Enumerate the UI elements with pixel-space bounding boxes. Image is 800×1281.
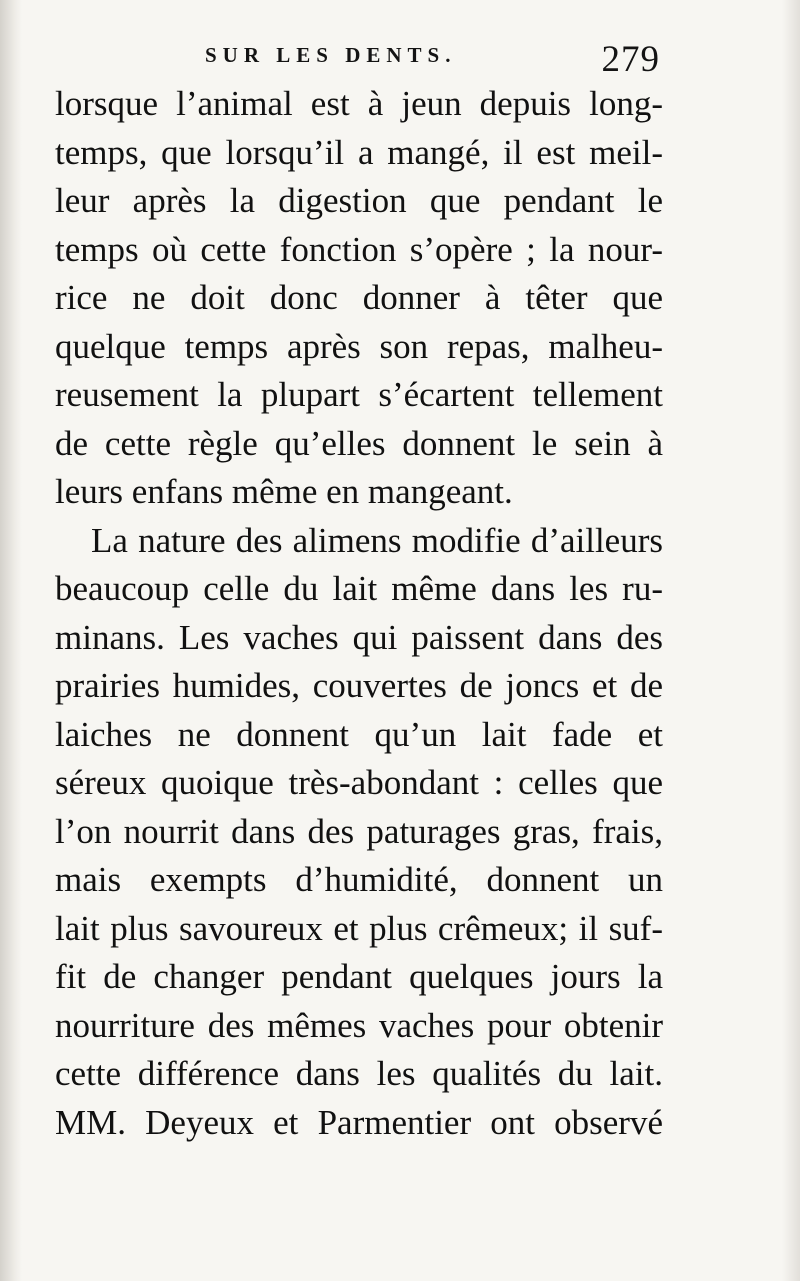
text-line: de cette règle qu’elles donnent le sein à [55, 423, 663, 463]
text-line: l’on nourrit dans des paturages gras, frais, [55, 811, 663, 851]
text-line: prairies humides, couvertes de joncs et de [55, 666, 663, 705]
paragraph-end-line: leurs enfans même en mangeant. [55, 472, 513, 511]
text-line: quelque temps après son repas, malheu- [55, 326, 663, 366]
text-line: laiches ne donnent qu’un lait fade et [55, 714, 663, 754]
paragraph-start-line: La nature des alimens modifie d’ailleurs [91, 520, 663, 560]
text-line: cette différence dans les qualités du lait. [55, 1054, 663, 1093]
text-line: nourriture des mêmes vaches pour obtenir [55, 1005, 663, 1045]
text-line: leur après la digestion que pendant le [55, 181, 663, 220]
text-line: temps où cette fonction s’opère ; la nour- [55, 229, 663, 269]
text-line: lorsque l’animal est à jeun depuis long- [55, 84, 663, 123]
text-line: temps, que lorsqu’il a mangé, il est meil- [55, 132, 663, 172]
text-line: lait plus savoureux et plus crêmeux; il suf- [55, 908, 663, 948]
text-line: mais exempts d’humidité, donnent un [55, 860, 663, 899]
page-gutter-shadow [0, 0, 22, 1281]
text-line: rice ne doit donc donner à têter que [55, 278, 663, 317]
body-text [55, 80, 663, 1147]
text-line: reusement la plupart s’écartent tellement [55, 375, 663, 414]
text-line: MM. Deyeux et Parmentier ont observé [55, 1102, 663, 1142]
page-edge [782, 0, 800, 1281]
text-line: minans. Les vaches qui paissent dans des [55, 617, 663, 657]
running-head-title: SUR LES DENTS. [205, 43, 457, 67]
text-line: séreux quoique très-abondant : celles que [55, 763, 663, 802]
page-number: 279 [601, 39, 660, 80]
text-line: beaucoup celle du lait même dans les ru- [55, 569, 663, 608]
text-line: fit de changer pendant quelques jours la [55, 957, 663, 996]
